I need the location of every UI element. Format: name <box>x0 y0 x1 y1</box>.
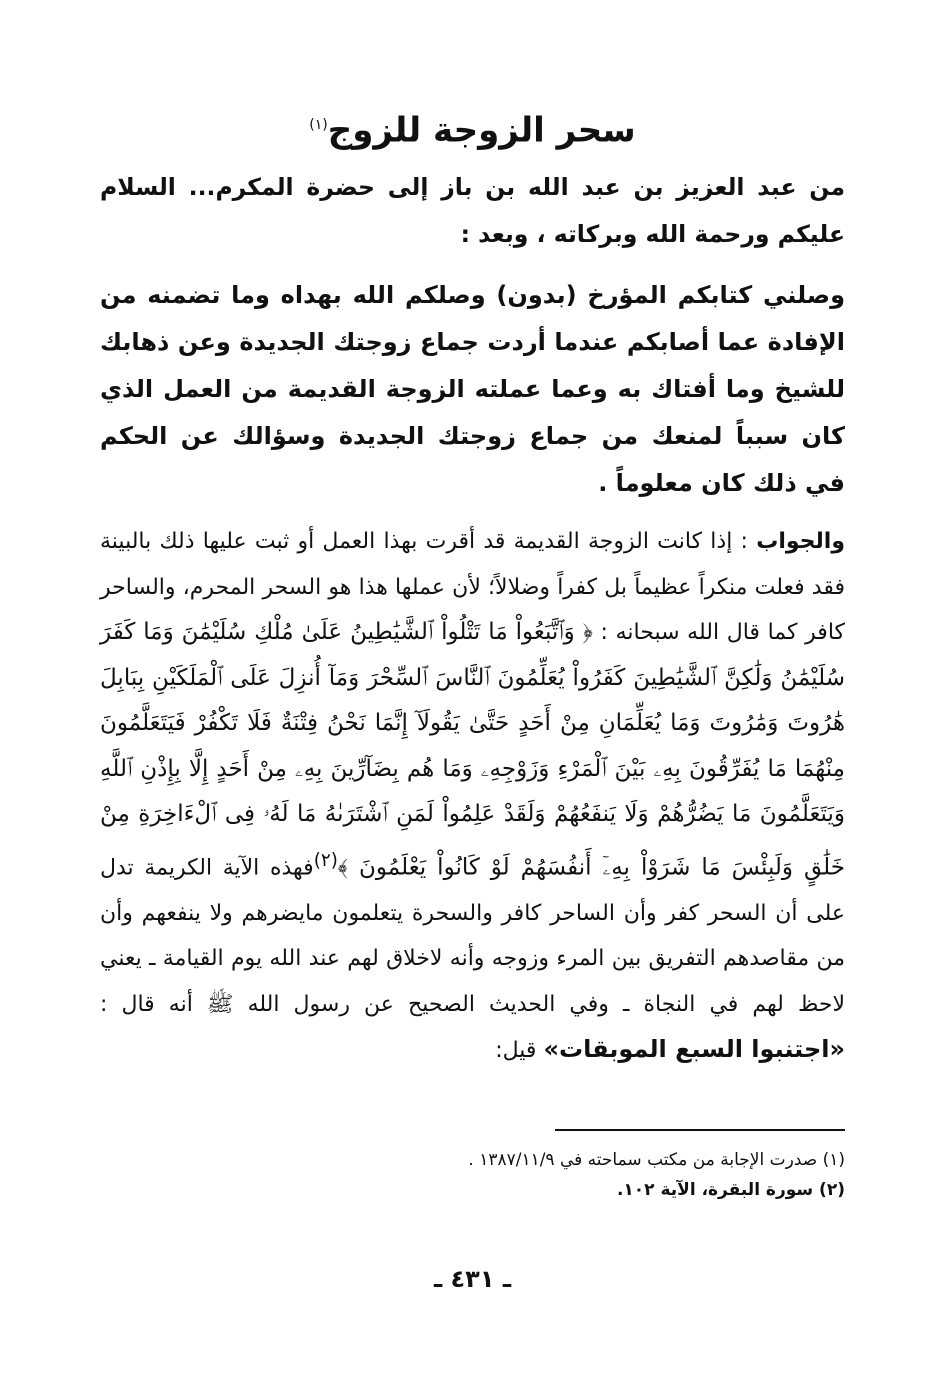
page-number: ـ ٤٣١ ـ <box>433 1265 512 1293</box>
answer-text-3: قيل: <box>495 1038 537 1064</box>
footnote-divider <box>555 1129 845 1131</box>
page-title <box>100 95 845 160</box>
footnote-1: (١) صدرت الإجابة من مكتب سماحته في ١٣٨٧/١١/٩ . <box>468 1150 845 1170</box>
document-page <box>100 95 845 1335</box>
hadith-quote: «اجتنبوا السبع الموبقات» <box>543 1035 845 1064</box>
verse-footnote-marker: (٢) <box>313 849 338 871</box>
greeting-paragraph: من عبد العزيز بن عبد الله بن باز إلى حضرة المكرم... السلام عليكم ورحمة الله وبركاته ، وبعد : <box>100 173 845 249</box>
answer-paragraph <box>100 519 845 1073</box>
answer-text-2: فهذه الآية الكريمة تدل على أن السحر كفر وأن الساحر كافر والسحرة يتعلمون مايضرهم ولا ينفعهم وأن من مقاصدهم التفريق بين المرء وزوجه وأنه لاخلاق لهم عند الله يوم القيامة ـ يعني لاحظ لهم في النجاة ـ وفي الحديث الصحيح عن رسول الله ﷺ أنه قال : <box>100 855 845 1017</box>
quran-verse: ﴿ وَٱتَّبَعُواْ مَا تَتْلُواْ ٱلشَّيَٰطِينُ عَلَىٰ مُلْكِ سُلَيْمَٰنَ وَمَا كَفَرَ سُلَيْمَٰنُ وَلَٰكِنَّ ٱلشَّيَٰطِينَ كَفَرُواْ يُعَلِّمُونَ ٱلنَّاسَ ٱلسِّحْرَ وَمَآ أُنزِلَ عَلَى ٱلْمَلَكَيْنِ بِبَابِلَ هَٰرُوتَ وَمَٰرُوتَ وَمَا يُعَلِّمَانِ مِنْ أَحَدٍ حَتَّىٰ يَقُولَآ إِنَّمَا نَحْنُ فِتْنَةٌ فَلَا تَكْفُرْ فَيَتَعَلَّمُونَ مِنْهُمَا مَا يُفَرِّقُونَ بِهِۦ بَيْنَ ٱلْمَرْءِ وَزَوْجِهِۦ وَمَا هُم بِضَآرِّينَ بِهِۦ مِنْ أَحَدٍ إِلَّا بِإِذْنِ ٱللَّهِ وَيَتَعَلَّمُونَ مَا يَضُرُّهُمْ وَلَا يَنفَعُهُمْ وَلَقَدْ عَلِمُواْ لَمَنِ ٱشْتَرَىٰهُ مَا لَهُۥ فِى ٱلْءَاخِرَةِ مِنْ خَلَٰقٍ وَلَبِئْسَ مَا شَرَوْاْ بِهِۦٓ أَنفُسَهُمْ لَوْ كَانُواْ يَعْلَمُونَ ﴾ <box>100 619 845 881</box>
footnote-2: (٢) سورة البقرة، الآية ١٠٢. <box>616 1180 845 1200</box>
footnotes <box>100 1145 845 1205</box>
question-paragraph: وصلني كتابكم المؤرخ (بدون) وصلكم الله بهداه وما تضمنه من الإفادة عما أصابكم عندما أردت جماع زوجتك الجديدة وعن ذهابك للشيخ وما أفتاك به وعما عملته الزوجة القديمة من العمل الذي كان سبباً لمنعك من جماع زوجتك الجديدة وسؤالك عن الحكم في ذلك كان معلوماً . <box>100 281 845 498</box>
answer-text-1: : إذا كانت الزوجة القديمة قد أقرت بهذا العمل أو ثبت عليها ذلك بالبينة فقد فعلت منكراً عظيماً بل كفراً وضلالاً؛ لأن عملها هذا هو السحر المحرم، والساحر كافر كما قال الله سبحانه : <box>100 529 845 646</box>
answer-lead: والجواب <box>756 529 845 555</box>
title-text: سحر الزوجة للزوج <box>327 110 636 151</box>
title-footnote-marker: (١) <box>309 117 328 133</box>
